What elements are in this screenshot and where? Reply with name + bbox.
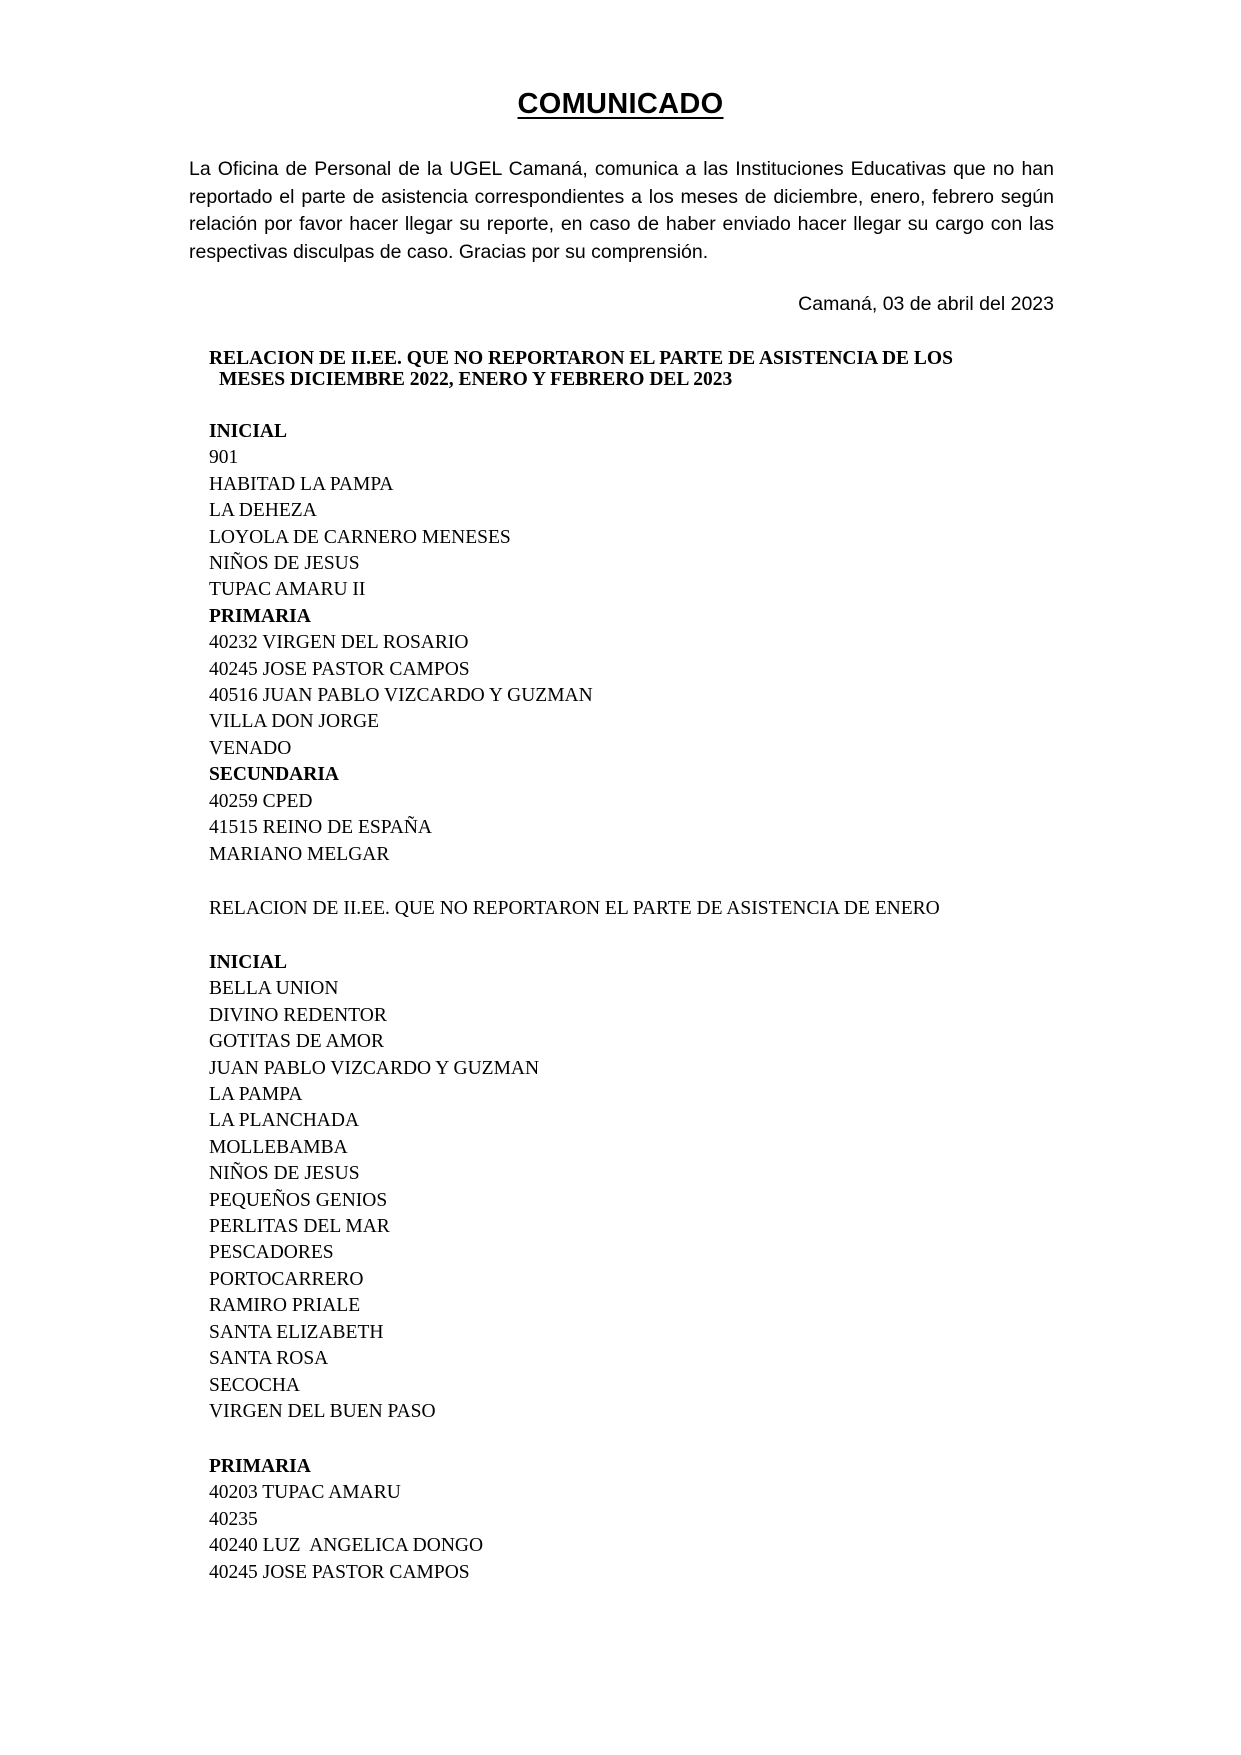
list-item: NIÑOS DE JESUS <box>209 1163 360 1185</box>
list-item: PESCADORES <box>209 1242 334 1264</box>
list-item: PORTOCARRERO <box>209 1268 364 1290</box>
list-item: 40245 JOSE PASTOR CAMPOS <box>209 1561 470 1583</box>
list-item: NIÑOS DE JESUS <box>209 553 360 575</box>
list-item: 40232 VIRGEN DEL ROSARIO <box>209 632 469 654</box>
list-item: BELLA UNION <box>209 978 339 1000</box>
list-item: PERLITAS DEL MAR <box>209 1216 390 1238</box>
list-item: 40235 <box>209 1508 258 1530</box>
section1-heading-line2: MESES DICIEMBRE 2022, ENERO Y FEBRERO DEL 2023 <box>219 368 733 390</box>
list-item: 901 <box>209 447 239 469</box>
section1-heading-line1: RELACION DE II.EE. QUE NO REPORTARON EL PARTE DE ASISTENCIA DE LOS <box>209 348 953 369</box>
list-item: 40203 TUPAC AMARU <box>209 1482 401 1504</box>
section1-heading <box>209 349 1039 390</box>
list-item: MARIANO MELGAR <box>209 843 390 865</box>
section1-secundaria-header: SECUNDARIA <box>209 764 340 786</box>
section2-inicial-list <box>209 950 539 1425</box>
document-date: Camaná, 03 de abril del 2023 <box>798 293 1054 315</box>
page-title: COMUNICADO <box>517 88 724 120</box>
section1-list <box>209 419 593 868</box>
list-item: JUAN PABLO VIZCARDO Y GUZMAN <box>209 1057 540 1079</box>
list-item: MOLLEBAMBA <box>209 1136 348 1158</box>
list-item: VILLA DON JORGE <box>209 711 380 733</box>
list-item: RAMIRO PRIALE <box>209 1295 361 1317</box>
list-item: HABITAD LA PAMPA <box>209 473 394 495</box>
section2-primaria-header: PRIMARIA <box>209 1456 311 1477</box>
list-item: 40240 LUZ ANGELICA DONGO <box>209 1535 484 1557</box>
section2-primaria-list <box>209 1454 483 1586</box>
list-item: PEQUEÑOS GENIOS <box>209 1189 388 1211</box>
list-item: TUPAC AMARU II <box>209 579 366 601</box>
list-item: LA DEHEZA <box>209 500 317 522</box>
list-item: VIRGEN DEL BUEN PASO <box>209 1400 436 1422</box>
section1-primaria-header: PRIMARIA <box>209 605 311 627</box>
list-item: DIVINO REDENTOR <box>209 1004 387 1026</box>
section1-inicial-header: INICIAL <box>209 421 288 442</box>
list-item: 40516 JUAN PABLO VIZCARDO Y GUZMAN <box>209 685 593 707</box>
list-item: 41515 REINO DE ESPAÑA <box>209 817 433 839</box>
list-item: 40245 JOSE PASTOR CAMPOS <box>209 658 470 680</box>
list-item: SANTA ELIZABETH <box>209 1321 384 1343</box>
intro-paragraph: La Oficina de Personal de la UGEL Camaná, comunica a las Instituciones Educativas que no han reportado el parte de asistencia correspondientes a los meses de diciembre, enero, febrero según relación por favor hacer llegar su reporte, en caso de haber enviado hacer llegar su cargo con las respectivas disculpas de caso. Gracias por su comprensión. <box>189 158 1054 263</box>
list-item: VENADO <box>209 737 292 759</box>
section2-inicial-header: INICIAL <box>209 952 288 973</box>
list-item: SECOCHA <box>209 1374 301 1396</box>
list-item: LOYOLA DE CARNERO MENESES <box>209 526 511 548</box>
list-item: LA PAMPA <box>209 1084 303 1106</box>
section2-heading: RELACION DE II.EE. QUE NO REPORTARON EL PARTE DE ASISTENCIA DE ENERO <box>209 898 940 919</box>
list-item: SANTA ROSA <box>209 1348 329 1370</box>
list-item: GOTITAS DE AMOR <box>209 1031 385 1053</box>
list-item: LA PLANCHADA <box>209 1110 360 1132</box>
list-item: 40259 CPED <box>209 790 313 812</box>
